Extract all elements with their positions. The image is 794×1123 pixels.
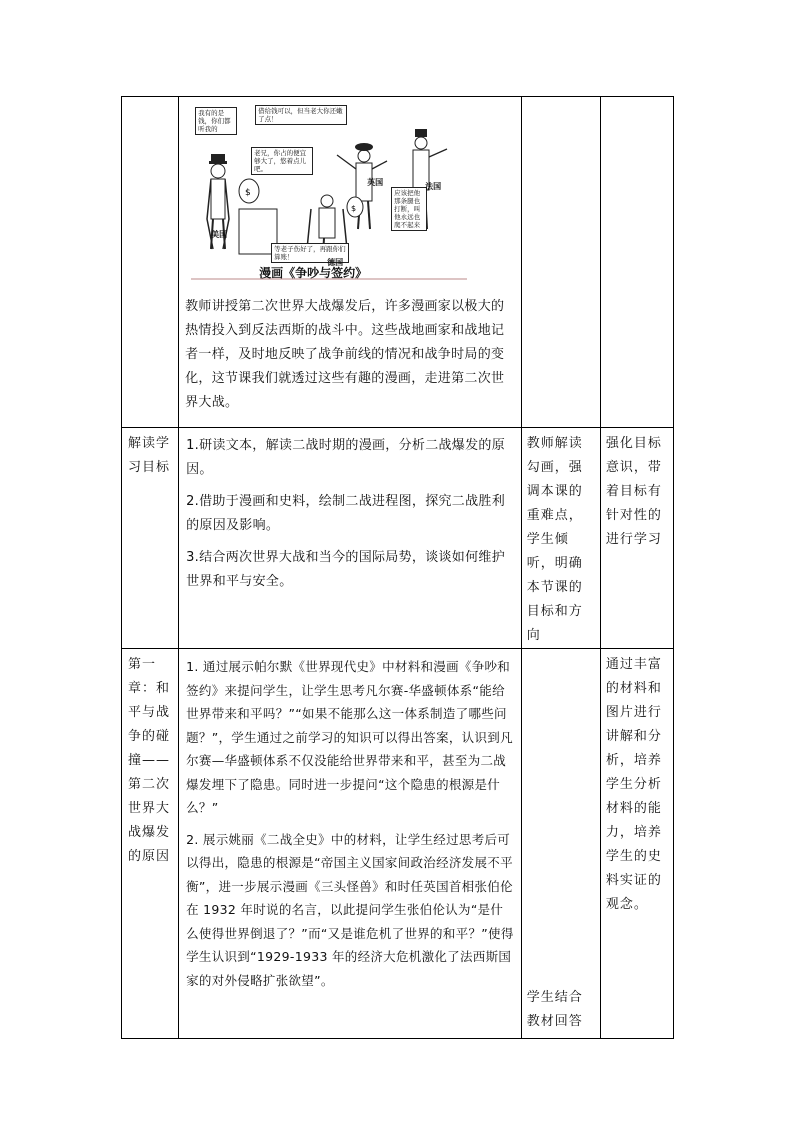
objectives-list [179,428,521,606]
objective-item: 1.研读文本，解读二战时期的漫画，分析二战爆发的原因。 [186,438,505,477]
student-activity: 学生结合教材回答 [526,990,583,1029]
lesson-plan-table [121,96,674,1039]
speech-bubble-top: 借给钱可以，但当老大你还嫩了点！ [255,105,347,125]
row3-col1: 第一章：和平与战争的碰撞——第二次世界大战爆发的原因 [122,649,179,1039]
row1-col1 [122,97,179,428]
objective-item: 3.结合两次世界大战和当今的国际局势，谈谈如何维护世界和平与安全。 [186,550,505,589]
row3-col3 [521,649,600,1039]
row2-col3: 教师解读勾画，强调本课的重难点，学生倾听，明确本节课的目标和方向 [521,428,600,649]
row2-col4: 强化目标意识，带着目标有针对性的进行学习 [600,428,673,649]
table-row [122,428,674,649]
speech-bubble-bottom: 等老子伤好了，再跟你们算账！ [271,243,349,263]
speech-bubble-mid: 老兄，你占的便宜够大了，悠着点儿吧。 [251,147,313,175]
row2-col1: 解读学习目标 [122,428,179,649]
speech-bubble-us: 我有的是钱，你们都听我的 [195,107,237,135]
table-row [122,649,674,1039]
chapter-one-content [179,649,521,1004]
intro-paragraph: 教师讲授第二次世界大战爆发后，许多漫画家以极大的热情投入到反法西斯的战斗中。这些战地画家和战地记者一样，及时地反映了战争前线的情况和战争时局的变化，这节课我们就透过这些有趣的漫画，走进第二次世界大战。 [185,299,505,410]
row1-col4 [600,97,673,428]
svg-text:$: $ [245,188,251,198]
row1-col3 [521,97,600,428]
content-item: 2. 展示姚丽《二战全史》中的材料，让学生经过思考后可以得出，隐患的根源是“帝国主义国家间政治经济发展不平衡”，进一步展示漫画《三头怪兽》和时任英国首相张伯伦在 1932 年时说的名言，以此提问学生张伯伦认为“是什么使得世界倒退了？”而“又是谁危机了世界的和平？”使得学生认识到“1929-1933 年的经济大危机激化了法西斯国家的对外侵略扩张欲望”。 [186,831,514,988]
label-us: 美国 [211,230,228,239]
row1-col2 [179,97,522,428]
row3-col4: 通过丰富的材料和图片进行讲解和分析，培养学生分析材料的能力，培养学生的史料实证的观念。 [600,649,673,1039]
svg-text:$: $ [351,204,357,213]
speech-bubble-right: 应该把他那条腿也打断，叫他永远也爬不起来 [391,187,427,231]
label-uk: 英国 [367,178,384,187]
objective-item: 2.借助于漫画和史料，绘制二战进程图，探究二战胜利的原因及影响。 [186,494,505,533]
row3-col2 [179,649,522,1039]
cartoon-caption: 漫画《争吵与签约》 [259,266,368,280]
label-de: 德国 [327,258,344,267]
label-fr: 法国 [425,182,442,191]
content-item: 1. 通过展示帕尔默《世界现代史》中材料和漫画《争吵和签约》来提问学生，让学生思考凡尔赛-华盛顿体系“能给世界带来和平吗？”“如果不能那么这一体系制造了哪些问题？”，学生通过之前学习的知识可以得出答案，认识到凡尔赛—华盛顿体系不仅没能给世界带来和平，甚至为二战爆发埋下了隐患。同时进一步提问“这个隐患的根源是什么？” [186,659,513,815]
cartoon-image [189,99,469,289]
row2-col2 [179,428,522,649]
table-row [122,97,674,428]
